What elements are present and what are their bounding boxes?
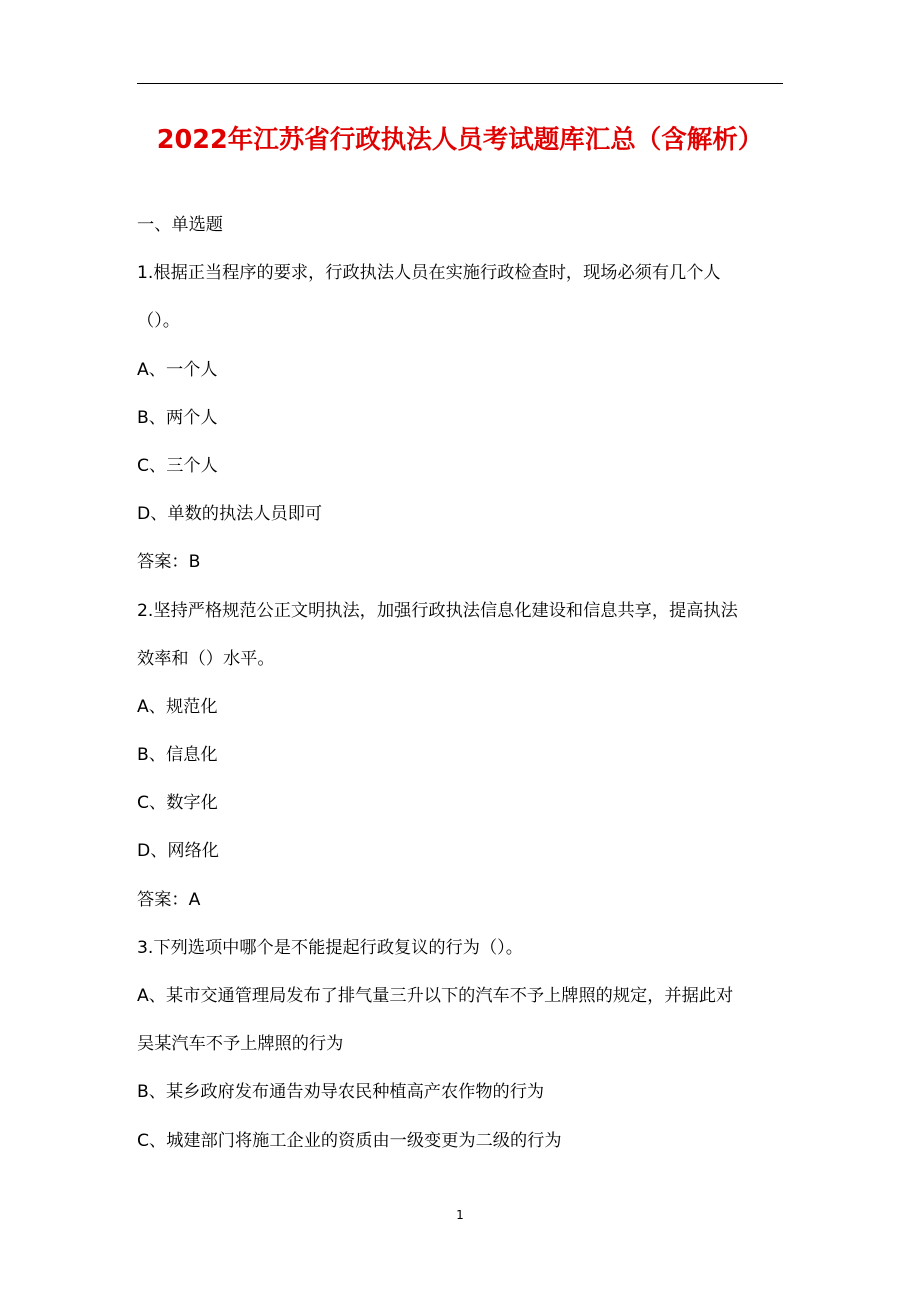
question-1-answer: 答案：B — [137, 552, 201, 573]
question-2-stem-line2: 效率和（）水平。 — [137, 648, 275, 669]
question-2-option-b: B、信息化 — [137, 745, 218, 766]
question-3-option-b: B、某乡政府发布通告劝导农民种植高产农作物的行为 — [137, 1082, 545, 1103]
section-heading: 一、单选题 — [137, 215, 223, 235]
question-1-stem-line2: （）。 — [137, 311, 180, 332]
question-2-answer: 答案：A — [137, 889, 201, 910]
question-3-option-a-line1: A、某市交通管理局发布了排气量三升以下的汽车不予上牌照的规定，并据此对 — [137, 986, 734, 1006]
document-title: 2022年江苏省行政执法人员考试题库汇总（含解析） — [156, 125, 764, 155]
question-2-option-c: C、数字化 — [137, 793, 218, 814]
question-2-stem-line1: 2.坚持严格规范公正文明执法，加强行政执法信息化建设和信息共享，提高执法 — [137, 600, 738, 621]
question-1-stem-line1: 1.根据正当程序的要求，行政执法人员在实施行政检查时，现场必须有几个人 — [137, 263, 721, 284]
question-3-stem: 3.下列选项中哪个是不能提起行政复议的行为（）。 — [137, 937, 523, 958]
question-1-option-a: A、一个人 — [137, 359, 218, 380]
document-body — [137, 204, 783, 1168]
header-rule — [137, 83, 783, 84]
question-2-option-a: A、规范化 — [137, 696, 218, 717]
question-3-option-c: C、城建部门将施工企业的资质由一级变更为二级的行为 — [137, 1130, 562, 1151]
question-2-option-d: D、网络化 — [137, 841, 219, 862]
question-1-option-d: D、单数的执法人员即可 — [137, 504, 323, 525]
question-1-option-b: B、两个人 — [137, 407, 218, 428]
page-number: 1 — [456, 1208, 464, 1222]
question-1-option-c: C、三个人 — [137, 455, 218, 476]
question-3-option-a-line2: 吴某汽车不予上牌照的行为 — [137, 1034, 344, 1055]
